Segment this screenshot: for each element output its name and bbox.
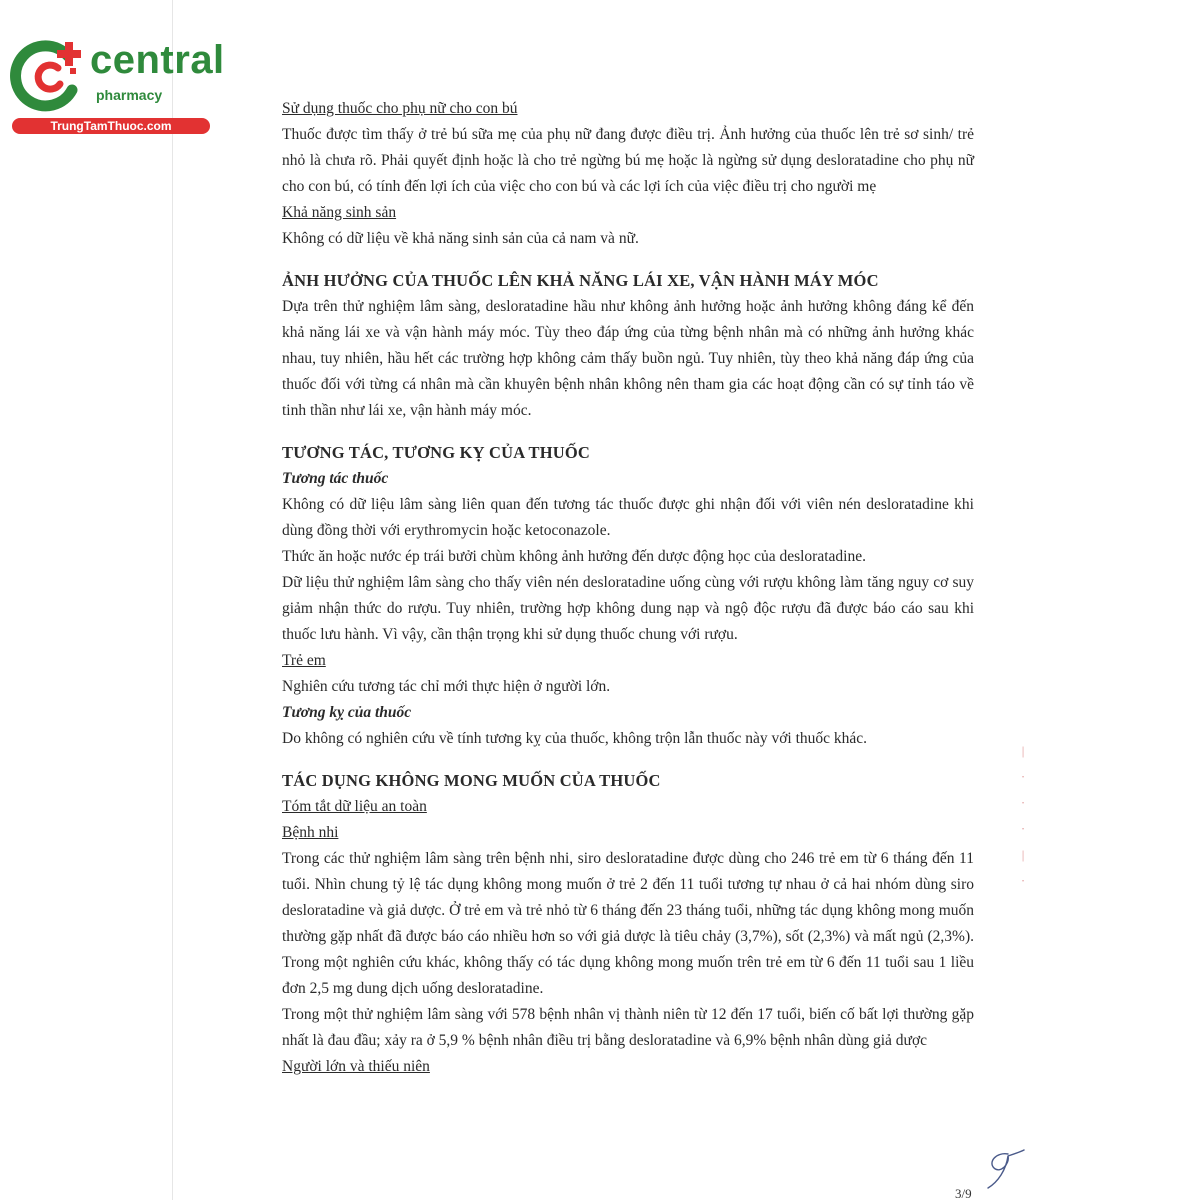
section-heading-breastfeeding: Sử dụng thuốc cho phụ nữ cho con bú [282, 100, 518, 117]
subheading-incompatibility: Tương kỵ của thuốc [282, 704, 412, 721]
paragraph-interactions-1: Không có dữ liệu lâm sàng liên quan đến tương tác thuốc được ghi nhận đối với viên nén desloratadine khi dùng đồng thời với erythromycin hoặc ketoconazole. [282, 496, 974, 539]
margin-stamp-mark: | · · · | · [1020, 743, 1026, 888]
section-heading-adults: Người lớn và thiếu niên [282, 1058, 430, 1075]
logo-name: central [90, 38, 225, 82]
signature-mark [978, 1148, 1028, 1193]
paragraph-fertility: Không có dữ liệu về khả năng sinh sản của cả nam và nữ. [282, 230, 639, 247]
page-number: 3/9 [955, 1186, 972, 1201]
section-heading-pediatric: Bệnh nhi [282, 824, 339, 841]
logo [10, 38, 225, 138]
subheading-drug-interactions: Tương tác thuốc [282, 470, 389, 487]
heading-interactions: TƯƠNG TÁC, TƯƠNG KỴ CỦA THUỐC [282, 443, 591, 462]
paragraph-pediatric-2: Trong một thử nghiệm lâm sàng với 578 bệnh nhân vị thành niên từ 12 đến 17 tuổi, biến cố bất lợi thường gặp nhất là đau đầu; xảy ra ở 5,9 % bệnh nhân điều trị bằng desloratadine và 6,9% bệnh nhân dùng giả dược [282, 1006, 974, 1049]
paragraph-pediatric-1: Trong các thử nghiệm lâm sàng trên bệnh nhi, siro desloratadine được dùng cho 246 trẻ em từ 6 tháng đến 11 tuổi. Nhìn chung tỷ lệ tác dụng không mong muốn ở trẻ 2 đến 11 tuổi tương tự nhau ở cả hai nhóm dùng siro desloratadine và giả dược. Ở trẻ em và trẻ nhỏ từ 6 tháng đến 23 tháng tuổi, những tác dụng không mong muốn thường gặp nhất đã được báo cáo nhiều hơn so với giả dược là tiêu chảy (3,7%), sốt (2,3%) và mất ngủ (2,3%). Trong một nghiên cứu khác, không thấy có tác dụng không mong muốn trên trẻ em từ 6 đến 11 tuổi sau 1 liều đơn 2,5 mg dung dịch uống desloratadine. [282, 850, 974, 997]
paragraph-interactions-3: Dữ liệu thử nghiệm lâm sàng cho thấy viên nén desloratadine uống cùng với rượu không làm tăng nguy cơ suy giảm nhận thức do rượu. Tuy nhiên, trường hợp không dung nạp và ngộ độc rượu đã được báo cáo sau khi thuốc lưu hành. Vì vậy, cần thận trọng khi sử dụng thuốc chung với rượu. [282, 574, 974, 643]
logo-site-banner: TrungTamThuoc.com [12, 118, 210, 134]
logo-subtitle: pharmacy [96, 87, 163, 103]
paragraph-breastfeeding: Thuốc được tìm thấy ở trẻ bú sữa mẹ của phụ nữ đang được điều trị. Ảnh hưởng của thuốc lên trẻ sơ sinh/ trẻ nhỏ là chưa rõ. Phải quyết định hoặc là cho trẻ ngừng bú mẹ hoặc là ngừng sử dụng desloratadine cho phụ nữ cho con bú, có tính đến lợi ích của việc cho con bú và các lợi ích của việc điều trị cho người mẹ [282, 126, 974, 195]
pharmacy-cross-logo-icon [10, 38, 90, 118]
section-heading-children: Trẻ em [282, 652, 326, 669]
paragraph-driving: Dựa trên thử nghiệm lâm sàng, desloratadine hầu như không ảnh hưởng hoặc ảnh hưởng không đáng kể đến khả năng lái xe và vận hành máy móc. Tùy theo đáp ứng của từng bệnh nhân mà có những ảnh hưởng khác nhau, tuy nhiên, hầu hết các trường hợp không cảm thấy buồn ngủ. Tuy nhiên, tùy theo khả năng đáp ứng của thuốc đối với từng cá nhân mà cần khuyên bệnh nhân không nên tham gia các hoạt động cần có sự tỉnh táo về tinh thần như lái xe, vận hành máy móc. [282, 298, 974, 419]
paragraph-incompatibility: Do không có nghiên cứu về tính tương kỵ của thuốc, không trộn lẫn thuốc này với thuốc khác. [282, 730, 868, 747]
section-heading-fertility: Khả năng sinh sản [282, 204, 397, 221]
paragraph-children: Nghiên cứu tương tác chỉ mới thực hiện ở người lớn. [282, 678, 611, 695]
paragraph-interactions-2: Thức ăn hoặc nước ép trái bưởi chùm không ảnh hưởng đến dược động học của desloratadine. [282, 548, 866, 565]
heading-adverse-effects: TÁC DỤNG KHÔNG MONG MUỐN CỦA THUỐC [282, 771, 661, 790]
page-edge [172, 0, 173, 1200]
section-heading-safety-summary: Tóm tắt dữ liệu an toàn [282, 798, 427, 815]
document-body [282, 96, 974, 1080]
heading-driving: ẢNH HƯỞNG CỦA THUỐC LÊN KHẢ NĂNG LÁI XE, VẬN HÀNH MÁY MÓC [282, 271, 879, 290]
